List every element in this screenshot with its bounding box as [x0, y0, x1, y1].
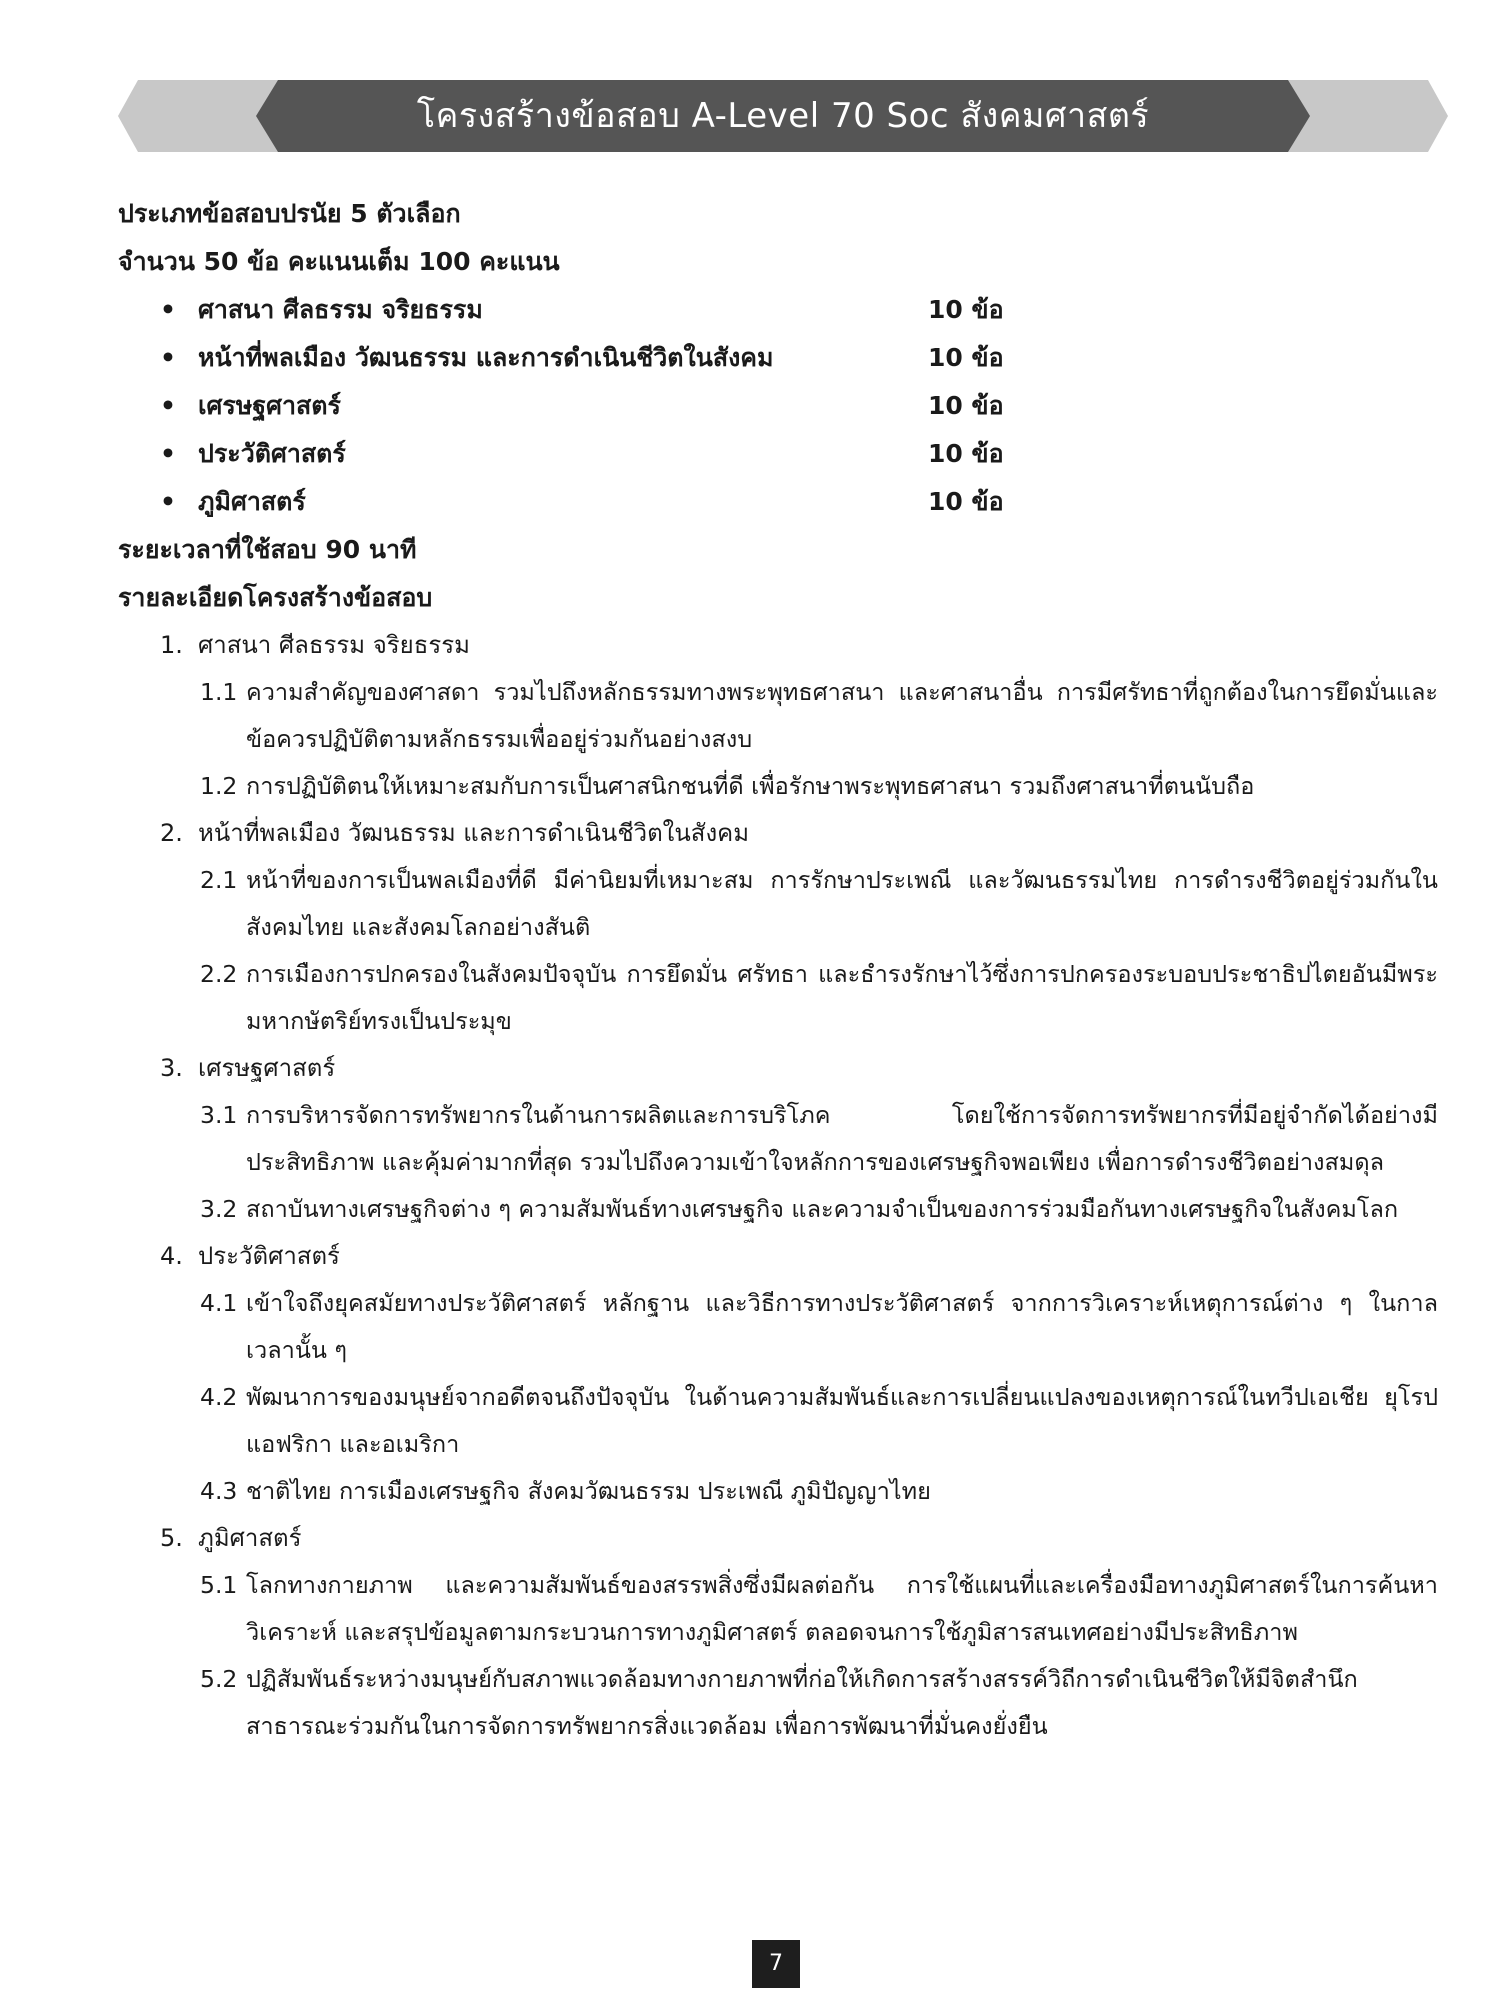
subsection	[118, 951, 1438, 1045]
list-item	[118, 286, 1438, 334]
subsection	[118, 1186, 1438, 1233]
subsection-text: พัฒนาการของมนุษย์จากอดีตจนถึงปัจจุบัน ในด้านความสัมพันธ์และการเปลี่ยนแปลงของเหตุการณ์ในทวีปเอเชีย ยุโรป แอฟริกา และอเมริกา	[246, 1383, 1438, 1458]
subsection-text: สถาบันทางเศรษฐกิจต่าง ๆ ความสัมพันธ์ทางเศรษฐกิจ และความจำเป็นของการร่วมมือกันทางเศรษฐกิจในสังคมโลก	[246, 1195, 1399, 1223]
list-item	[118, 334, 1438, 382]
section-heading	[118, 1045, 1438, 1092]
subject-count: 10 ข้อ	[928, 295, 1004, 324]
section-number: 1.	[160, 631, 183, 659]
subject-label: เศรษฐศาสตร์	[198, 391, 341, 420]
section-title: ภูมิศาสตร์	[198, 1524, 302, 1552]
subsection-number: 4.1	[200, 1289, 238, 1317]
subject-label: ศาสนา ศีลธรรม จริยธรรม	[198, 295, 483, 324]
subsection	[118, 1092, 1438, 1186]
subsection-text: ปฏิสัมพันธ์ระหว่างมนุษย์กับสภาพแวดล้อมทางกายภาพที่ก่อให้เกิดการสร้างสรรค์วิถีการดำเนินชีวิตให้มีจิตสำนึกสาธารณะร่วมกันในการจัดการทรัพยากรสิ่งแวดล้อม เพื่อการพัฒนาที่มั่นคงยั่งยืน	[246, 1665, 1358, 1740]
section-heading	[118, 810, 1438, 857]
subsection	[118, 1562, 1438, 1656]
subject-count: 10 ข้อ	[928, 391, 1004, 420]
subsection	[118, 669, 1438, 763]
subsection	[118, 857, 1438, 951]
subject-count: 10 ข้อ	[928, 343, 1004, 372]
header-banner	[118, 80, 1448, 152]
subsection	[118, 1280, 1438, 1374]
subsection-number: 1.2	[200, 772, 238, 800]
subject-label: หน้าที่พลเมือง วัฒนธรรม และการดำเนินชีวิตในสังคม	[198, 343, 774, 372]
section-number: 3.	[160, 1054, 183, 1082]
bullet-icon: •	[160, 439, 176, 468]
duration-line: ระยะเวลาที่ใช้สอบ 90 นาที	[118, 535, 417, 564]
section-heading	[118, 1233, 1438, 1280]
section-title: เศรษฐศาสตร์	[198, 1054, 336, 1082]
subsection-text: การเมืองการปกครองในสังคมปัจจุบัน การยึดมั่น ศรัทธา และธำรงรักษาไว้ซึ่งการปกครองระบอบประชาธิปไตยอันมีพระมหากษัตริย์ทรงเป็นประมุข	[246, 960, 1438, 1035]
list-item	[118, 478, 1438, 526]
section-title: หน้าที่พลเมือง วัฒนธรรม และการดำเนินชีวิตในสังคม	[198, 819, 750, 847]
subsection-number: 3.1	[200, 1101, 238, 1129]
section-title: ประวัติศาสตร์	[198, 1242, 340, 1270]
list-item	[118, 430, 1438, 478]
document-body	[118, 190, 1438, 1750]
subsection-number: 5.2	[200, 1665, 238, 1693]
subsection-number: 1.1	[200, 678, 238, 706]
subsection-text: โลกทางกายภาพ และความสัมพันธ์ของสรรพสิ่งซึ่งมีผลต่อกัน การใช้แผนที่และเครื่องมือทางภูมิศาสตร์ในการค้นหา วิเคราะห์ และสรุปข้อมูลตามกระบวนการทางภูมิศาสตร์ ตลอดจนการใช้ภูมิสารสนเทศอย่างมีประสิทธิภาพ	[246, 1571, 1438, 1646]
section-number: 2.	[160, 819, 183, 847]
details-heading: รายละเอียดโครงสร้างข้อสอบ	[118, 583, 433, 612]
subsection-text: การบริหารจัดการทรัพยากรในด้านการผลิตและการบริโภค โดยใช้การจัดการทรัพยากรที่มีอยู่จำกัดได้อย่างมีประสิทธิภาพ และคุ้มค่ามากที่สุด รวมไปถึงความเข้าใจหลักการของเศรษฐกิจพอเพียง เพื่อการดำรงชีวิตอย่างสมดุล	[246, 1101, 1438, 1176]
bullet-icon: •	[160, 487, 176, 516]
section-number: 5.	[160, 1524, 183, 1552]
subsection	[118, 1468, 1438, 1515]
subject-label: ภูมิศาสตร์	[198, 487, 306, 516]
section-heading	[118, 622, 1438, 669]
subsection	[118, 1656, 1438, 1750]
list-item	[118, 382, 1438, 430]
subject-label: ประวัติศาสตร์	[198, 439, 346, 468]
page-title: โครงสร้างข้อสอบ A-Level 70 Soc สังคมศาสตร์	[416, 96, 1150, 136]
subject-count: 10 ข้อ	[928, 439, 1004, 468]
bullet-icon: •	[160, 295, 176, 324]
section-heading	[118, 1515, 1438, 1562]
subsection-number: 4.2	[200, 1383, 238, 1411]
exam-count-line: จำนวน 50 ข้อ คะแนนเต็ม 100 คะแนน	[118, 247, 560, 276]
subsection-number: 2.2	[200, 960, 238, 988]
subsection-text: การปฏิบัติตนให้เหมาะสมกับการเป็นศาสนิกชนที่ดี เพื่อรักษาพระพุทธศาสนา รวมถึงศาสนาที่ตนนับถือ	[246, 772, 1255, 800]
subsection-text: เข้าใจถึงยุคสมัยทางประวัติศาสตร์ หลักฐาน และวิธีการทางประวัติศาสตร์ จากการวิเคราะห์เหตุการณ์ต่าง ๆ ในกาลเวลานั้น ๆ	[246, 1289, 1438, 1364]
subsection-number: 4.3	[200, 1477, 238, 1505]
subsection-number: 5.1	[200, 1571, 238, 1599]
subsection-number: 3.2	[200, 1195, 238, 1223]
subsection-number: 2.1	[200, 866, 238, 894]
subject-count: 10 ข้อ	[928, 487, 1004, 516]
subsection	[118, 1374, 1438, 1468]
subsection-text: ชาติไทย การเมืองเศรษฐกิจ สังคมวัฒนธรรม ประเพณี ภูมิปัญญาไทย	[246, 1477, 931, 1505]
subsection	[118, 763, 1438, 810]
section-title: ศาสนา ศีลธรรม จริยธรรม	[198, 631, 470, 659]
section-number: 4.	[160, 1242, 183, 1270]
page-number: 7	[752, 1940, 800, 1988]
bullet-icon: •	[160, 391, 176, 420]
subject-bullet-list	[118, 286, 1438, 526]
bullet-icon: •	[160, 343, 176, 372]
subsection-text: ความสำคัญของศาสดา รวมไปถึงหลักธรรมทางพระพุทธศาสนา และศาสนาอื่น การมีศรัทธาที่ถูกต้องในการยึดมั่นและข้อควรปฏิบัติตามหลักธรรมเพื่ออยู่ร่วมกันอย่างสงบ	[246, 678, 1438, 753]
subsection-text: หน้าที่ของการเป็นพลเมืองที่ดี มีค่านิยมที่เหมาะสม การรักษาประเพณี และวัฒนธรรมไทย การดำรงชีวิตอยู่ร่วมกันในสังคมไทย และสังคมโลกอย่างสันติ	[246, 866, 1438, 941]
exam-type-line: ประเภทข้อสอบปรนัย 5 ตัวเลือก	[118, 199, 461, 228]
